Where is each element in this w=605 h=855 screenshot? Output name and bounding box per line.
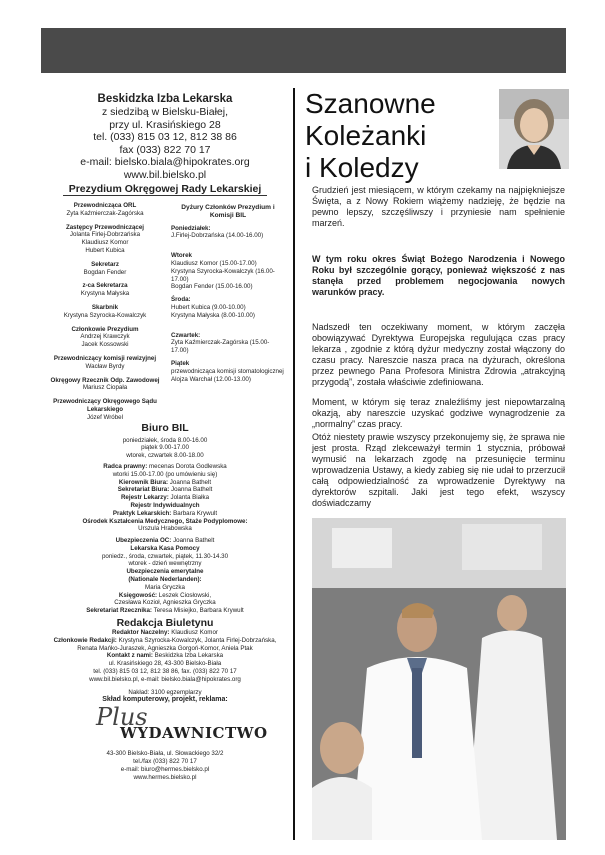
staff-role: Lekarska Kasa Pomocy [130,544,200,552]
staff-role: Sekretariat Biura: [117,486,170,494]
editorial-line [45,660,285,668]
duty-entry: Krystyna Małyska (8.00-10.00) [171,311,255,319]
role-title: Skarbnik [91,303,119,311]
role-name: Krystyna Szyrocka-Kowalczyk [63,311,147,319]
staff-value: Teresa Misiejko, Barbara Krywult [152,607,244,615]
heading-line: i Koledzy [305,152,419,183]
editorial-line [45,629,285,637]
duty-entry: Klaudiusz Komor (15.00-17.00) [171,259,257,267]
role-name: Józef Wróbel [87,413,123,421]
staff-role: Ubezpieczenia OC: [115,537,172,545]
duty-entry: Hubert Kubica (9.00-10.00) [171,303,246,311]
staff-role: Rejestr Lekarzy: [120,494,169,502]
hours-line: poniedziałek, środa 8.00-16.00 [122,436,208,444]
staff-role: (Nationale Nederlanden): [128,576,202,584]
publisher-contact [45,750,285,781]
publisher-line: 43-300 Bielsko-Biała, ul. Słowackiego 32/2 [106,750,224,758]
staff-line [45,525,285,533]
duty-entry: Krystyna Szyrocka-Kowalczyk (16.00-17.00) [171,267,275,283]
doctors-photo [312,518,566,840]
editorial-line [45,676,285,684]
article-para-3: Moment, w którym się teraz znaleźliśmy jest niepowtarzalną okazją, aby nareszcie uzyskać godziwe wynagrodzenie za „normalny” czas pracy. [312,397,565,429]
staff-line [45,553,285,561]
role-name: Jolanta Firlej-Dobrzańska [69,231,141,239]
presidium-roles [45,200,165,422]
duty-entry: przewodnicząca komisji stomatologicznej [171,367,284,375]
editorial-line [45,652,285,660]
editorial-value: Renata Mańko-Juraszek, Agnieszka Gorgoń-Komor, Aniela Ptak [77,644,253,652]
staff-line [45,502,285,510]
editorial-line [45,668,285,676]
editorial-value: ul. Krasińskiego 28, 43-300 Bielsko-Biała [108,660,222,668]
publisher-line: e-mail: biuro@hermes.bielsko.pl [120,765,210,773]
role-name: Andrzej Krawczyk [80,333,130,341]
editorial-value: tel. (033) 815 03 12, 812 38 86, fax. (033) 822 70 17 [93,668,237,676]
article-para-1: Grudzień jest miesiącem, w którym czekamy na najpiękniejsze Święta, a z Nowy Rokiem wiążemy nadzieję, że będzie na pewno lepszy, szczęśliwszy i przyniesie nam spełnienie marzeń. [312,185,565,228]
editorial-value: Beskidzka Izba Lekarska [152,652,224,660]
org-name: Beskidzka Izba Lekarska [97,93,233,105]
heading-line: Szanowne [305,88,436,119]
publisher-logo [90,703,268,748]
top-banner [41,28,566,73]
duty-entry: J.Firlej-Dobrzańska (14.00-16.00) [171,232,264,240]
publisher-line: tel./fax (033) 822 70 17 [133,758,197,766]
staff-role: Praktyk Lekarskich: [112,509,172,517]
staff-value: poniedz., środa, czwartek, piątek, 11.30-14.30 [101,552,229,560]
staff-line [45,510,285,518]
staff-role: Rejestr Indywidualnych [130,501,200,509]
heading-line: Koleżanki [305,120,427,151]
circulation: Nakład: 3100 egzemplarzy [128,688,202,696]
logo-wydawnictwo-text: WYDAWNICTWO [120,724,268,743]
role-title: Przewodnicząca ORL [73,202,137,209]
duty-entry: Alojza Warchał (12.00-13.00) [171,375,251,383]
staff-line [45,518,285,526]
role-name: Zyta Kaźmierczak-Zagórska [66,209,144,217]
phone-line: tel. (033) 815 03 12, 812 38 86 [93,131,237,143]
article-para-4: Otóż niestety prawie wszyscy przekonujemy się, że sprawa nie jest prosta. Rząd zlekceważył termin 1 stycznia, próbował wymusić na lekarzach zgodę na przesunięcie terminu wprowadzenia Ustawy, a kiedy zabieg się nie udał to przerzucił całą odpowiedzialność za wprowadzenie Dyrektywy na dyrektorów szpitali. Jaki jest tego efekt, wszyscy doświadczamy [312,432,565,508]
role-title: Zastępcy Przewodniczącej [65,223,145,231]
website-link[interactable]: www.bil.bielsko.pl [123,168,207,181]
staff-line [45,584,285,592]
role-title: Przewodniczący komisji rewizyjnej [53,354,157,362]
masthead-column [45,92,285,781]
staff-line [45,537,285,545]
address-line: przy ul. Krasińskiego 28 [109,118,221,131]
presidium-title: Prezydium Okręgowej Rady Lekarskiej [63,184,268,196]
duty-entry: Zyta Kaźmierczak-Zagórska (15.00-17.00) [171,339,270,355]
staff-line [45,479,285,487]
staff-role: Kierownik Biura: [118,478,169,486]
role-name: Klaudiusz Komor [81,239,129,247]
editorial-staff [45,629,285,684]
role-name: Wacław Byrdy [85,362,125,370]
editorial-value: Krystyna Szyrocka-Kowalczyk, Jolanta Firlej-Dobrzańska, [116,636,277,644]
duty-day: Poniedziałek: [171,224,211,232]
staff-role: Sekretariat Rzecznika: [86,607,152,615]
staff-line [45,576,285,584]
staff-value: Leszek Ciosłowski, [157,591,212,599]
role-title: Okręgowy Rzecznik Odp. Zawodowej [50,376,160,384]
staff-role: Radca prawny: [103,462,148,470]
duty-title: Dyżury Członków Prezydium i Komisji BIL [181,204,275,219]
typesetting-credit: Skład komputerowy, projekt, reklama: [102,696,228,704]
duty-day: Wtorek [171,252,192,260]
editorial-value: Klaudiusz Komor [169,629,218,637]
staff-role: Ośrodek Kształcenia Medycznego, Staże Podyplomowe: [82,517,248,525]
staff-line [45,545,285,553]
biuro-title: Biuro BIL [141,421,189,434]
staff-value: Jolanta Białka [168,494,210,502]
role-name: Krystyna Małyska [80,290,130,298]
staff-value: wtorek - dzień wewnętrzny [128,560,202,568]
staff-value: Urszula Hrabowska [138,525,192,533]
editorial-title: Redakcja Biuletynu [116,617,214,630]
duty-schedule [165,200,285,422]
hours-line: wtorek, czwartek 8.00-18.00 [126,452,204,460]
staff-line [45,592,285,600]
editorial-role: Redaktor Naczelny: [112,629,170,637]
staff-value: Joanna Bathelt [171,537,215,545]
duty-day: Czwartek: [171,331,201,339]
article-para-2: Nadszedł ten oczekiwany moment, w którym zaczęła obowiązywać Dyrektywa Europejska regulująca czas pracy lekarza , zgodnie z którą dyżur medyczny został włączony do czasu pracy. Nareszcie nasza praca na dyżurach, określona przez pewnego Pana Profesora Ministra Zdrowia „atrakcyjną przygodą”, została właściwie zdefiniowana. [312,322,565,387]
editorial-role: Członkowie Redakcji: [53,636,117,644]
logo-plus-text: Plus [96,703,148,732]
role-title: Sekretarz [91,260,119,268]
staff-role: Ubezpieczenia emerytalne [126,568,204,576]
role-title: Członkowie Prezydium [71,325,139,333]
fax-line: fax (033) 822 70 17 [119,143,211,156]
address-line: z siedzibą w Bielsku-Białej, [101,106,229,118]
author-portrait [499,89,569,169]
duty-day: Środa: [171,296,191,304]
role-title: z-ca Sekretarza [82,282,128,290]
role-name: Jacek Kossowski [81,341,129,349]
staff-line [45,463,285,471]
presidium-section [45,200,285,422]
editorial-role: Kontakt z nami: [106,652,153,660]
staff-line [45,486,285,494]
role-title: Przewodniczący Okręgowego Sądu Lekarskiego [53,398,157,413]
duty-day: Piątek [171,359,190,367]
article-heading [305,88,436,184]
staff-line [45,607,285,615]
hours-line: piątek 9.00-17.00 [141,444,189,452]
staff-line [45,599,285,607]
column-divider [293,88,295,840]
editorial-line [45,645,285,653]
biuro-staff [45,463,285,615]
staff-line [45,494,285,502]
role-name: Bogdan Fender [83,268,127,276]
staff-line [45,560,285,568]
staff-line [45,568,285,576]
editorial-value: www.bil.bielsko.pl, e-mail: bielsko.biala@hipokrates.org [89,675,241,683]
staff-value: Barbara Krywult [171,509,218,517]
staff-value: Joanna Bathelt [169,486,213,494]
staff-value: Maria Gryczka [145,583,185,591]
staff-value: Joanna Bathelt [168,478,212,486]
role-name: Hubert Kubica [85,246,125,254]
staff-role: Księgowość: [118,591,158,599]
article-lead: W tym roku okres Świąt Bożego Narodzenia i Nowego Roku był szczególnie gorący, ponieważ większość z nas stanęła przed problemem negocjowania nowych warunków pracy. [312,254,565,297]
editorial-line [45,637,285,645]
staff-line [45,471,285,479]
role-name: Mariusz Ciopała [82,384,128,392]
biuro-hours [45,437,285,460]
staff-value: mecenas Dorota Godlewska [147,462,227,470]
staff-value: wtorki 15.00-17.00 (po umówieniu się) [112,470,218,478]
org-address [45,106,285,181]
email-link[interactable]: e-mail: bielsko.biala@hipokrates.org [80,156,250,168]
staff-value: Czesława Kozioł, Agnieszka Gryczka [114,599,216,607]
duty-entry: Bogdan Fender (15.00-16.00) [171,283,253,291]
publisher-line: www.hermes.bielsko.pl [133,773,197,781]
